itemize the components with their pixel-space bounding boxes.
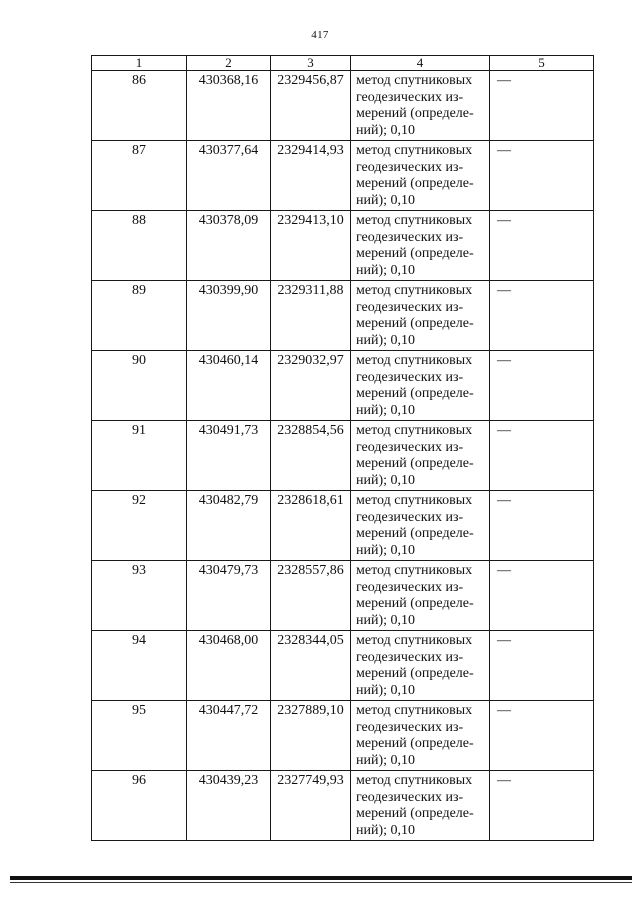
method-text-line: ний); 0,10 <box>356 752 416 768</box>
method-text-line: ний); 0,10 <box>356 262 416 278</box>
note-dash: — <box>497 213 511 228</box>
note-dash: — <box>497 283 511 298</box>
note-cell <box>490 71 594 141</box>
method-text-line: метод спутниковых <box>356 423 473 438</box>
method-text-line: метод спутниковых <box>356 283 473 298</box>
method-cell <box>351 771 490 841</box>
footer-rule-thin <box>10 882 632 883</box>
method-text-line: геодезических из- <box>356 369 464 385</box>
note-cell <box>490 211 594 281</box>
method-text-line: мерений (определе- <box>356 386 474 402</box>
note-cell <box>490 771 594 841</box>
note-dash: — <box>497 73 511 88</box>
method-text-line: мерений (определе- <box>356 526 474 542</box>
coordinate-x-cell: 430482,79 <box>187 491 271 561</box>
method-cell <box>351 281 490 351</box>
coordinate-y-cell: 2327889,10 <box>271 701 351 771</box>
point-number-cell: 87 <box>92 141 187 211</box>
coordinate-x-cell: 430447,72 <box>187 701 271 771</box>
coordinate-y-cell: 2329032,97 <box>271 351 351 421</box>
table-row <box>92 771 594 841</box>
coordinate-x-cell: 430399,90 <box>187 281 271 351</box>
column-header-3: 3 <box>271 56 351 71</box>
column-header-1: 1 <box>92 56 187 71</box>
method-cell <box>351 421 490 491</box>
method-text-line: ний); 0,10 <box>356 472 416 488</box>
table-row <box>92 701 594 771</box>
coordinate-y-cell: 2329414,93 <box>271 141 351 211</box>
method-cell <box>351 631 490 701</box>
table-row <box>92 561 594 631</box>
point-number-cell: 86 <box>92 71 187 141</box>
table-body <box>92 71 594 841</box>
coordinates-table <box>91 55 594 841</box>
point-number-cell: 91 <box>92 421 187 491</box>
table-row <box>92 71 594 141</box>
method-text-line: мерений (определе- <box>356 806 474 822</box>
coordinate-y-cell: 2329456,87 <box>271 71 351 141</box>
note-dash: — <box>497 633 511 648</box>
method-text-line: мерений (определе- <box>356 316 474 332</box>
table-row <box>92 491 594 561</box>
point-number-cell: 90 <box>92 351 187 421</box>
note-cell <box>490 631 594 701</box>
method-text-line: метод спутниковых <box>356 213 473 228</box>
point-number-cell: 88 <box>92 211 187 281</box>
footer-rule-thick <box>10 876 632 880</box>
coordinate-x-cell: 430439,23 <box>187 771 271 841</box>
method-text-line: мерений (определе- <box>356 666 474 682</box>
method-cell <box>351 211 490 281</box>
note-dash: — <box>497 563 511 578</box>
coordinate-x-cell: 430468,00 <box>187 631 271 701</box>
method-text-line: метод спутниковых <box>356 143 473 158</box>
coordinate-x-cell: 430378,09 <box>187 211 271 281</box>
table-row <box>92 141 594 211</box>
method-cell <box>351 491 490 561</box>
coordinate-y-cell: 2329413,10 <box>271 211 351 281</box>
method-cell <box>351 701 490 771</box>
coordinate-y-cell: 2328344,05 <box>271 631 351 701</box>
point-number-cell: 94 <box>92 631 187 701</box>
column-header-2: 2 <box>187 56 271 71</box>
method-text-line: ний); 0,10 <box>356 612 416 628</box>
point-number-cell: 96 <box>92 771 187 841</box>
method-text-line: ний); 0,10 <box>356 542 416 558</box>
method-text-line: ний); 0,10 <box>356 822 416 838</box>
method-text-line: ний); 0,10 <box>356 402 416 418</box>
method-text-line: геодезических из- <box>356 649 464 665</box>
method-cell <box>351 351 490 421</box>
point-number-cell: 92 <box>92 491 187 561</box>
table-row <box>92 421 594 491</box>
table-row <box>92 631 594 701</box>
coordinate-y-cell: 2328557,86 <box>271 561 351 631</box>
note-cell <box>490 281 594 351</box>
method-cell <box>351 561 490 631</box>
method-text-line: геодезических из- <box>356 439 464 455</box>
method-text-line: геодезических из- <box>356 789 464 805</box>
coordinate-x-cell: 430377,64 <box>187 141 271 211</box>
note-cell <box>490 701 594 771</box>
method-text-line: мерений (определе- <box>356 736 474 752</box>
method-text-line: геодезических из- <box>356 159 464 175</box>
coordinate-x-cell: 430479,73 <box>187 561 271 631</box>
note-dash: — <box>497 423 511 438</box>
coordinate-y-cell: 2328854,56 <box>271 421 351 491</box>
method-text-line: ний); 0,10 <box>356 192 416 208</box>
table-row <box>92 211 594 281</box>
point-number-cell: 89 <box>92 281 187 351</box>
coordinate-x-cell: 430368,16 <box>187 71 271 141</box>
note-dash: — <box>497 493 511 508</box>
method-text-line: метод спутниковых <box>356 773 473 788</box>
method-text-line: мерений (определе- <box>356 246 474 262</box>
method-cell <box>351 71 490 141</box>
method-text-line: метод спутниковых <box>356 73 473 88</box>
method-text-line: мерений (определе- <box>356 106 474 122</box>
note-dash: — <box>497 703 511 718</box>
method-text-line: ний); 0,10 <box>356 122 416 138</box>
note-cell <box>490 491 594 561</box>
method-text-line: мерений (определе- <box>356 596 474 612</box>
point-number-cell: 93 <box>92 561 187 631</box>
coordinate-x-cell: 430460,14 <box>187 351 271 421</box>
note-dash: — <box>497 143 511 158</box>
method-text-line: метод спутниковых <box>356 633 473 648</box>
table-header-row <box>92 56 594 71</box>
note-cell <box>490 421 594 491</box>
note-dash: — <box>497 773 511 788</box>
point-number-cell: 95 <box>92 701 187 771</box>
note-cell <box>490 561 594 631</box>
method-text-line: мерений (определе- <box>356 176 474 192</box>
table-row <box>92 281 594 351</box>
coordinate-x-cell: 430491,73 <box>187 421 271 491</box>
method-text-line: геодезических из- <box>356 229 464 245</box>
method-text-line: геодезических из- <box>356 89 464 105</box>
page-number: 417 <box>311 29 329 41</box>
method-cell <box>351 141 490 211</box>
method-text-line: геодезических из- <box>356 579 464 595</box>
method-text-line: метод спутниковых <box>356 353 473 368</box>
method-text-line: мерений (определе- <box>356 456 474 472</box>
coordinate-y-cell: 2327749,93 <box>271 771 351 841</box>
note-cell <box>490 141 594 211</box>
method-text-line: геодезических из- <box>356 299 464 315</box>
table-row <box>92 351 594 421</box>
method-text-line: геодезических из- <box>356 719 464 735</box>
method-text-line: метод спутниковых <box>356 563 473 578</box>
coordinate-y-cell: 2328618,61 <box>271 491 351 561</box>
note-dash: — <box>497 353 511 368</box>
column-header-4: 4 <box>351 56 490 71</box>
coordinate-y-cell: 2329311,88 <box>271 281 351 351</box>
method-text-line: метод спутниковых <box>356 493 473 508</box>
method-text-line: метод спутниковых <box>356 703 473 718</box>
method-text-line: геодезических из- <box>356 509 464 525</box>
note-cell <box>490 351 594 421</box>
column-header-5: 5 <box>490 56 594 71</box>
method-text-line: ний); 0,10 <box>356 332 416 348</box>
method-text-line: ний); 0,10 <box>356 682 416 698</box>
